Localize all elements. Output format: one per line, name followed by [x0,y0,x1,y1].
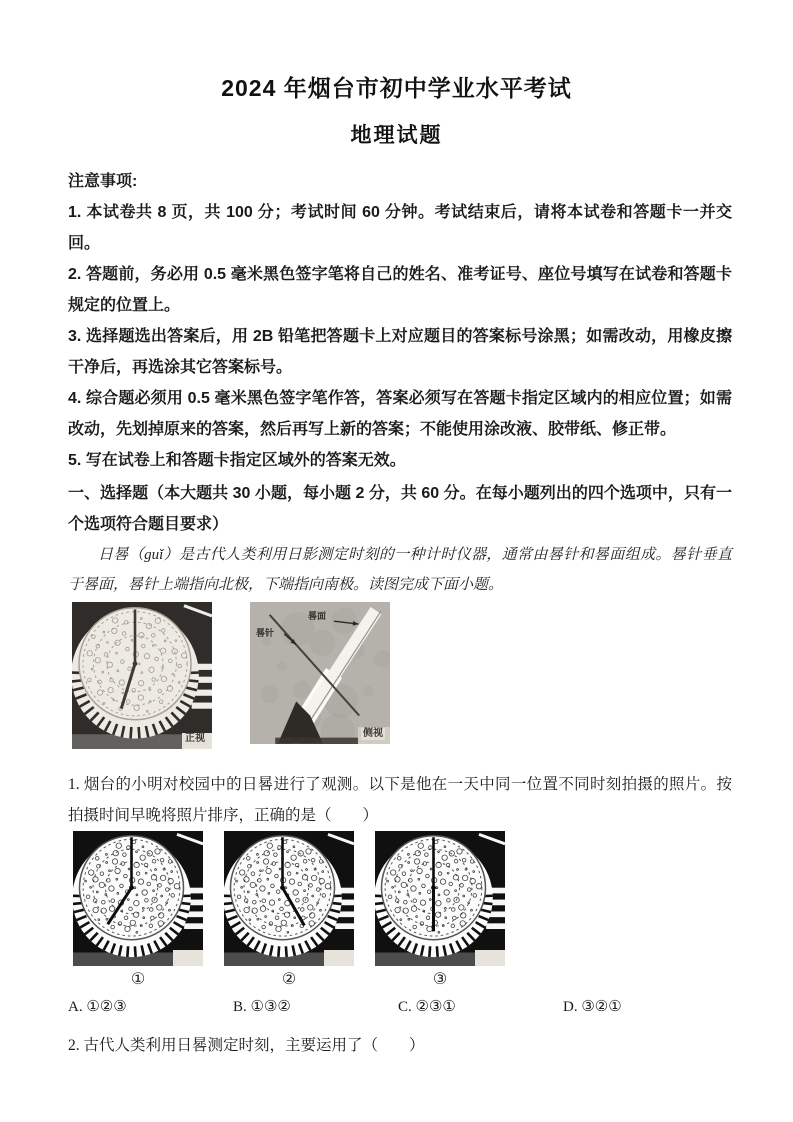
sundial-side-view-image [250,602,390,744]
question-1-options [68,996,732,1018]
sundial-figure-row [72,602,732,749]
answer-option-d: D. ③②① [563,999,622,1015]
gnomon-needle-label: 晷针 [256,628,275,638]
question-1-text: 1. 烟台的小明对校园中的日晷进行了观测。以下是他在一天中同一位置不同时刻拍摄的照片。按拍摄时间早晚将照片排序，正确的是（ ） [68,776,732,824]
sundial-side-figure [250,602,390,744]
notice-item-3: 3. 选择题选出答案后，用 2B 铅笔把答题卡上对应题目的答案标号涂黑；如需改动，用橡皮擦干净后，再选涂其它答案标号。 [68,328,732,376]
notice-item-5: 5. 写在试卷上和答题卡指定区域外的答案无效。 [68,452,406,469]
sundial-photo-2 [224,831,354,966]
notice-item-1: 1. 本试卷共 8 页，共 100 分；考试时间 60 分钟。考试结束后，请将本试卷和答题卡一并交回。 [68,204,732,252]
section-heading: 一、选择题（本大题共 30 小题，每小题 2 分，共 60 分。在每小题列出的四个选项中，只有一个选项符合题目要求） [68,485,732,533]
sundial-photo-row [73,831,732,966]
photo-number-label-2: ② [281,971,297,988]
sundial-front-view-image [72,602,212,749]
question-2-text: 2. 古代人类利用日晷测定时刻，主要运用了（ ） [68,1037,425,1054]
page-title: 2024 年烟台市初中学业水平考试 [221,75,572,101]
answer-option-c: C. ②③① [398,999,456,1015]
side-view-caption: 侧视 [363,728,383,739]
answer-option-a: A. ①②③ [68,999,127,1015]
front-view-caption: 正视 [185,733,205,744]
sundial-photo-1 [73,831,203,966]
sundial-front-figure [72,602,212,749]
notice-heading: 注意事项: [68,173,138,190]
page-subtitle: 地理试题 [350,124,443,147]
photo-number-label-3: ③ [432,971,448,988]
notice-item-2: 2. 答题前，务必用 0.5 毫米黑色签字笔将自己的姓名、准考证号、座位号填写在试卷和答题卡规定的位置上。 [68,266,732,314]
photo-number-label-1: ① [130,971,146,988]
page-content [68,166,732,1061]
photo-label-row [73,968,732,992]
passage-text: 日晷（guǐ）是古代人类利用日影测定时刻的一种计时仪器，通常由晷针和晷面组成。晷针垂直于晷面，晷针上端指向北极，下端指向南极。读图完成下面小题。 [68,547,732,593]
answer-option-b: B. ①③② [233,999,291,1015]
sundial-photo-3 [375,831,505,966]
dial-face-label: 晷面 [308,611,327,621]
notice-item-4: 4. 综合题必须用 0.5 毫米黑色签字笔作答，答案必须写在答题卡指定区域内的相应位置；如需改动，先划掉原来的答案，然后再写上新的答案；不能使用涂改液、胶带纸、修正带。 [68,390,732,438]
